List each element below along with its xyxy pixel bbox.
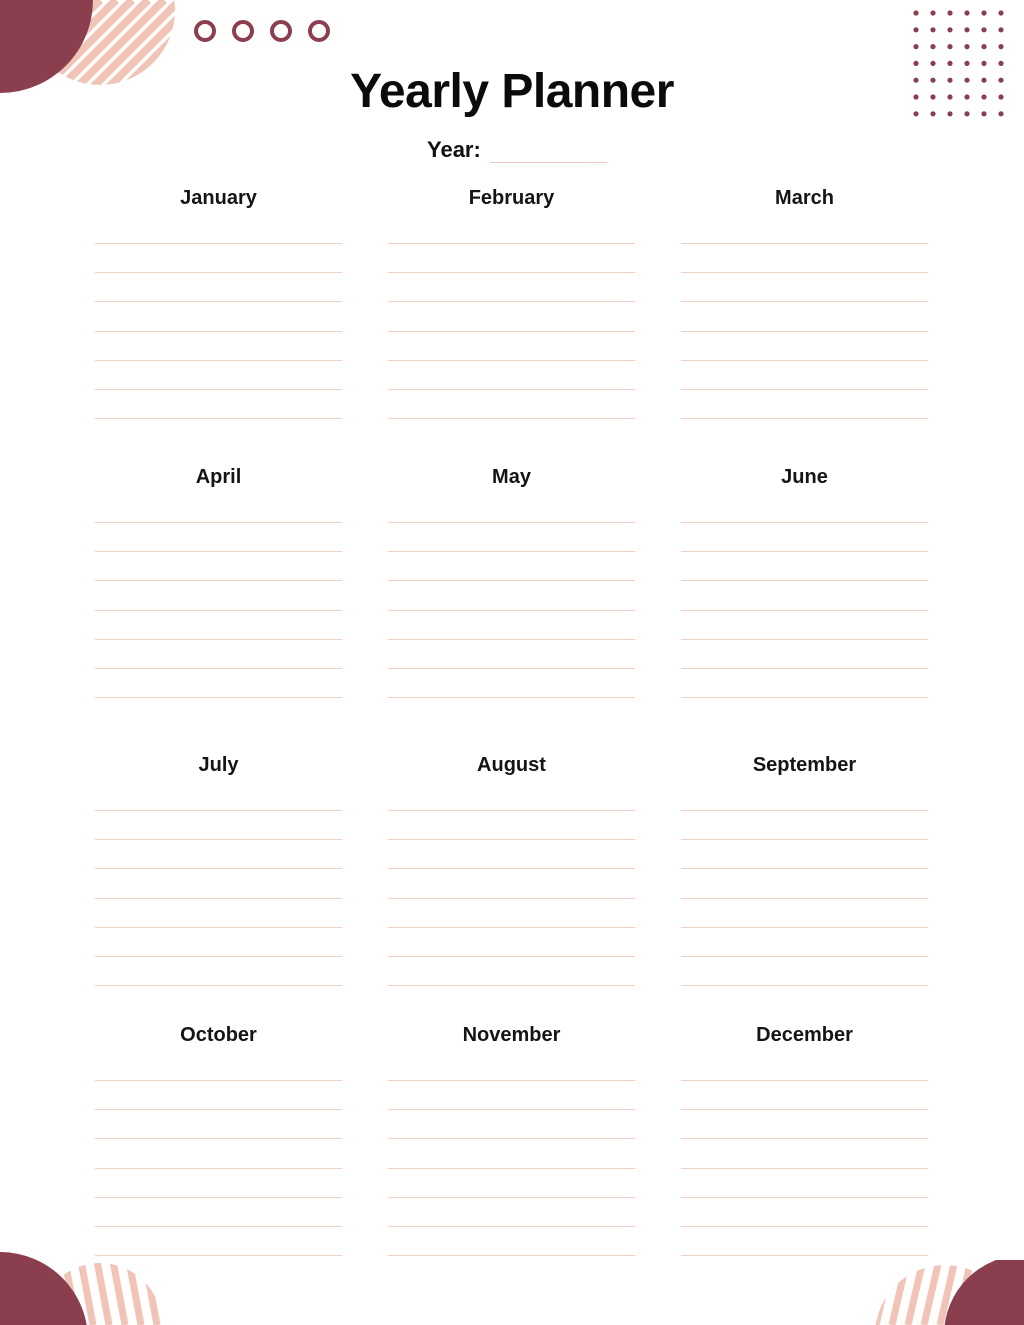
ring-icon [196,22,214,40]
writing-line[interactable] [95,610,342,611]
writing-line[interactable] [95,1255,342,1256]
ring-icon [234,22,252,40]
writing-line[interactable] [388,301,635,302]
writing-line[interactable] [95,580,342,581]
writing-line[interactable] [95,331,342,332]
month-block-september [681,754,928,989]
dot [981,10,986,15]
writing-line[interactable] [681,868,928,869]
writing-line[interactable] [388,1197,635,1198]
writing-line[interactable] [95,1080,342,1081]
writing-line[interactable] [681,697,928,698]
month-name: August [477,754,546,776]
writing-line[interactable] [681,331,928,332]
writing-line[interactable] [388,927,635,928]
writing-line[interactable] [95,522,342,523]
writing-line[interactable] [681,839,928,840]
writing-line[interactable] [681,580,928,581]
writing-line[interactable] [681,810,928,811]
writing-line[interactable] [95,551,342,552]
writing-line[interactable] [388,1138,635,1139]
writing-line[interactable] [388,610,635,611]
writing-line[interactable] [681,1109,928,1110]
writing-line[interactable] [388,389,635,390]
writing-line[interactable] [388,418,635,419]
writing-line[interactable] [95,389,342,390]
writing-line[interactable] [388,985,635,986]
writing-line[interactable] [681,610,928,611]
month-name: February [468,187,555,209]
writing-line[interactable] [388,956,635,957]
writing-line[interactable] [388,243,635,244]
writing-line[interactable] [681,668,928,669]
month-name: September [752,754,857,776]
writing-line[interactable] [681,272,928,273]
writing-line[interactable] [95,639,342,640]
quarter-circle-blob-icon [0,1252,88,1325]
month-block-december [681,1024,928,1259]
writing-line[interactable] [388,898,635,899]
writing-line[interactable] [388,1080,635,1081]
writing-line[interactable] [388,1109,635,1110]
month-name: March [775,187,834,209]
writing-line[interactable] [388,1255,635,1256]
month-block-june [681,466,928,701]
dot [930,44,935,49]
month-name: June [781,466,828,488]
writing-line[interactable] [388,839,635,840]
dot [913,27,918,32]
writing-line[interactable] [681,389,928,390]
dot [998,44,1003,49]
writing-line[interactable] [681,243,928,244]
month-name: December [756,1024,853,1046]
year-label: Year: [427,137,481,162]
month-block-march [681,187,928,422]
writing-line[interactable] [95,985,342,986]
writing-line[interactable] [95,697,342,698]
writing-line[interactable] [681,1226,928,1227]
writing-line[interactable] [95,898,342,899]
writing-line[interactable] [681,1197,928,1198]
writing-line[interactable] [95,1197,342,1198]
writing-line[interactable] [95,839,342,840]
dot [998,10,1003,15]
dot [981,44,986,49]
month-block-april [95,466,342,701]
writing-line[interactable] [388,810,635,811]
month-block-october [95,1024,342,1259]
dot [964,44,969,49]
writing-line[interactable] [681,301,928,302]
dot [947,10,952,15]
writing-line[interactable] [95,1226,342,1227]
ring-icon [272,22,290,40]
writing-line[interactable] [388,697,635,698]
writing-line[interactable] [95,360,342,361]
dot [964,10,969,15]
writing-line[interactable] [388,639,635,640]
writing-line[interactable] [95,868,342,869]
writing-line[interactable] [388,272,635,273]
ring-icons [192,18,337,46]
writing-line[interactable] [388,1168,635,1169]
writing-line[interactable] [388,868,635,869]
writing-line[interactable] [388,668,635,669]
writing-line[interactable] [681,418,928,419]
writing-line[interactable] [681,927,928,928]
writing-line[interactable] [388,331,635,332]
writing-line[interactable] [95,956,342,957]
writing-line[interactable] [388,1226,635,1227]
bottom-right-decoration [850,1260,1024,1325]
writing-line[interactable] [95,418,342,419]
writing-line[interactable] [95,927,342,928]
writing-line[interactable] [681,1138,928,1139]
dot [981,27,986,32]
writing-line[interactable] [681,522,928,523]
page-title: Yearly Planner [350,65,674,118]
writing-line[interactable] [681,898,928,899]
dot [930,10,935,15]
month-block-may [388,466,635,701]
writing-line[interactable] [681,985,928,986]
month-block-november [388,1024,635,1259]
writing-line[interactable] [95,243,342,244]
month-block-february [388,187,635,422]
month-name: July [198,754,239,776]
writing-line[interactable] [681,1255,928,1256]
month-block-january [95,187,342,422]
writing-line[interactable] [388,580,635,581]
writing-line[interactable] [95,301,342,302]
writing-line[interactable] [95,272,342,273]
writing-line[interactable] [681,1168,928,1169]
writing-line[interactable] [95,668,342,669]
ring-icon [310,22,328,40]
writing-line[interactable] [388,551,635,552]
writing-line[interactable] [681,360,928,361]
dot [947,44,952,49]
writing-line[interactable] [681,956,928,957]
month-block-july [95,754,342,989]
month-name: October [180,1024,257,1046]
dot [998,27,1003,32]
writing-line[interactable] [388,522,635,523]
dot [930,27,935,32]
writing-line[interactable] [95,1138,342,1139]
dot [913,10,918,15]
year-input-line[interactable] [490,162,607,163]
month-name: April [195,466,242,488]
writing-line[interactable] [95,810,342,811]
dot [913,44,918,49]
month-block-august [388,754,635,989]
writing-line[interactable] [681,639,928,640]
month-name: November [462,1024,561,1046]
dot [964,27,969,32]
writing-line[interactable] [681,551,928,552]
writing-line[interactable] [95,1109,342,1110]
dot [947,27,952,32]
month-name: May [492,466,531,488]
writing-line[interactable] [681,1080,928,1081]
month-name: January [180,187,257,209]
writing-line[interactable] [95,1168,342,1169]
writing-line[interactable] [388,360,635,361]
